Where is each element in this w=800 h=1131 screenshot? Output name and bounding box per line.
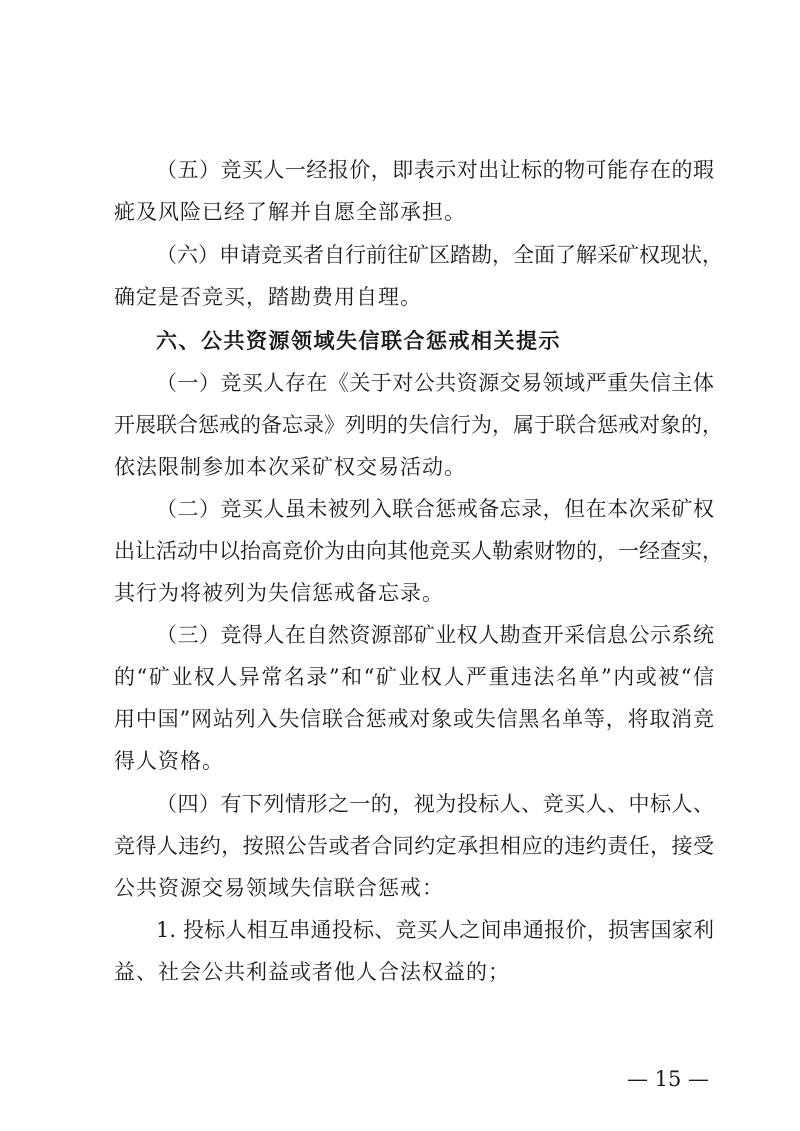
paragraph-6-line-1: （六）申请竞买者自行前往矿区踏勘，全面了解采矿权现状， [156, 243, 723, 267]
item-2-line-2: 出让活动中以抬高竞价为由向其他竞买人勒索财物的，一经查实， [114, 539, 723, 563]
item-2-line-1: （二）竞买人虽未被列入联合惩戒备忘录，但在本次采矿权 [156, 497, 714, 521]
item-4-line-2: 竞得人违约，按照公告或者合同约定承担相应的违约责任，接受 [114, 834, 714, 858]
item-3-line-1: （三）竞得人在自然资源部矿业权人勘查开采信息公示系统 [156, 623, 714, 647]
item-1-line-2: 开展联合惩戒的备忘录》列明的失信行为，属于联合惩戒对象的， [114, 413, 723, 437]
item-1-line-3: 依法限制参加本次采矿权交易活动。 [114, 455, 466, 479]
paragraph-5-line-1: （五）竞买人一经报价，即表示对出让标的物可能存在的瑕 [156, 158, 714, 182]
section-heading-6: 六、公共资源领域失信联合惩戒相关提示 [156, 329, 561, 353]
clause-1-line-1: 1. 投标人相互串通投标、竞买人之间串通报价，损害国家利 [156, 918, 714, 942]
item-4-line-1: （四）有下列情形之一的，视为投标人、竞买人、中标人、 [156, 792, 714, 816]
clause-1-line-2: 益、社会公共利益或者他人合法权益的； [114, 960, 510, 984]
item-3-line-3: 用中国”网站列入失信联合惩戒对象或失信黑名单等，将取消竞 [114, 707, 714, 731]
item-2-line-3: 其行为将被列为失信惩戒备忘录。 [114, 581, 444, 605]
item-3-line-2: 的“矿业权人异常名录”和“矿业权人严重违法名单”内或被“信 [114, 665, 714, 689]
item-3-line-4: 得人资格。 [114, 749, 224, 773]
paragraph-6-line-2: 确定是否竞买，踏勘费用自理。 [114, 285, 422, 309]
item-1-line-1: （一）竞买人存在《关于对公共资源交易领域严重失信主体 [156, 371, 714, 395]
item-4-line-3: 公共资源交易领域失信联合惩戒： [114, 876, 444, 900]
paragraph-5-line-2: 疵及风险已经了解并自愿全部承担。 [114, 200, 466, 224]
page-number: — 15 — [626, 1067, 710, 1091]
